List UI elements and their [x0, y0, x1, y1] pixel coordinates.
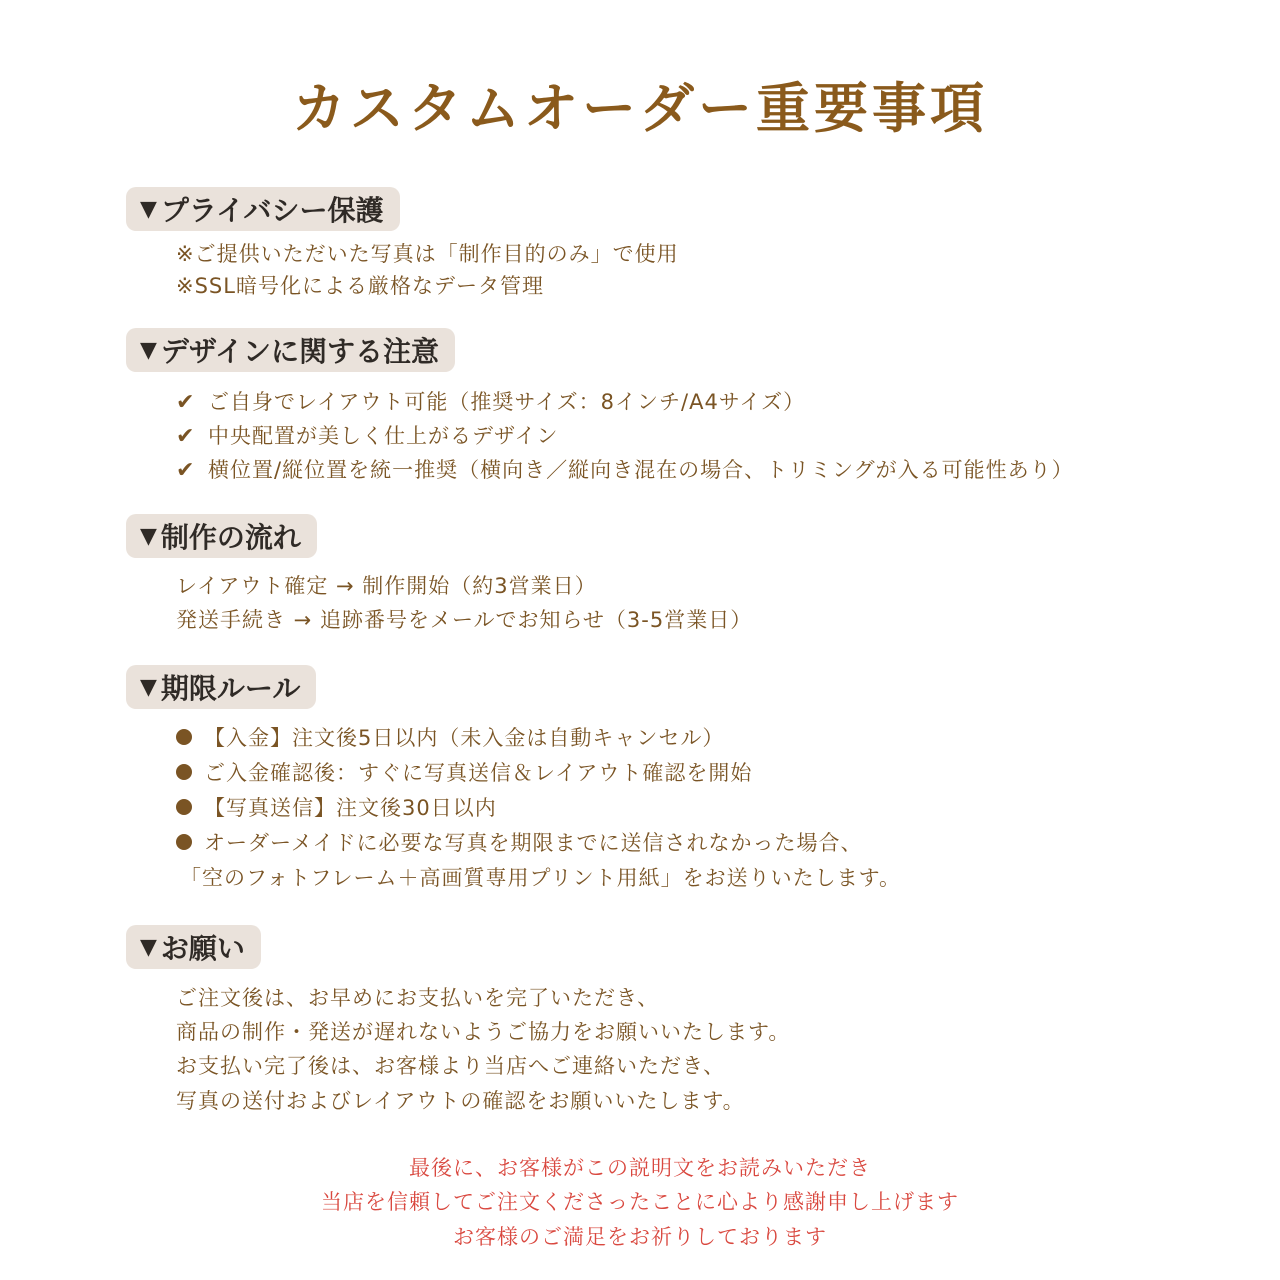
closing-line: お客様のご満足をお祈りしております	[453, 1225, 827, 1249]
section-header-label: 制作の流れ	[160, 521, 301, 554]
deadline-line-text: 【入金】注文後5日以内（未入金は自動キャンセル）	[204, 726, 725, 750]
request-line: お支払い完了後は、お客様より当店へご連絡いただき、	[176, 1054, 726, 1078]
design-line	[176, 454, 1074, 484]
deadline-line-text: ご入金確認後：すぐに写真送信＆レイアウト確認を開始	[204, 761, 753, 785]
design-line-text: 横位置/縦位置を統一推奨（横向き／縦向き混在の場合、トリミングが入る可能性あり）	[208, 458, 1074, 482]
section-header-label: 期限ルール	[160, 672, 301, 705]
flow-line: レイアウト確定 → 制作開始（約3営業日）	[176, 574, 597, 598]
triangle-down-icon: ▼	[140, 523, 157, 549]
request-line: 商品の制作・発送が遅れないようご協力をお願いいたします。	[176, 1020, 791, 1044]
deadline-line	[176, 757, 752, 787]
page-title: カスタムオーダー重要事項	[292, 77, 988, 140]
section-header-request	[126, 925, 261, 969]
request-line: ご注文後は、お早めにお支払いを完了いただき、	[176, 986, 660, 1010]
section-header-label: お願い	[160, 932, 245, 965]
design-line-text: ご自身でレイアウト可能（推奨サイズ：8インチ/A4サイズ）	[208, 390, 806, 414]
design-line	[176, 386, 805, 416]
bullet-dot-icon	[176, 764, 192, 780]
design-line	[176, 420, 559, 450]
triangle-down-icon: ▼	[140, 934, 157, 960]
section-header-flow	[126, 514, 317, 558]
flow-line: 発送手続き → 追跡番号をメールでお知らせ（3-5営業日）	[176, 608, 753, 632]
deadline-continuation: 「空のフォトフレーム＋高画質専用プリント用紙」をお送りいたします。	[180, 866, 901, 890]
section-header-privacy	[126, 187, 400, 231]
closing-line: 当店を信頼してご注文くださったことに心より感謝申し上げます	[321, 1190, 959, 1214]
triangle-down-icon: ▼	[140, 196, 157, 222]
bullet-dot-icon	[176, 834, 192, 850]
section-header-label: プライバシー保護	[160, 194, 384, 227]
check-icon: ✔	[176, 424, 196, 449]
triangle-down-icon: ▼	[140, 674, 157, 700]
design-line-text: 中央配置が美しく仕上がるデザイン	[208, 424, 559, 448]
triangle-down-icon: ▼	[140, 337, 157, 363]
request-line: 写真の送付およびレイアウトの確認をお願いいたします。	[176, 1089, 745, 1113]
bullet-dot-icon	[176, 799, 192, 815]
deadline-line	[176, 827, 863, 857]
deadline-line	[176, 722, 724, 752]
closing-line: 最後に、お客様がこの説明文をお読みいただき	[409, 1156, 871, 1180]
check-icon: ✔	[176, 458, 196, 483]
bullet-dot-icon	[176, 729, 192, 745]
section-header-deadline	[126, 665, 316, 709]
deadline-line	[176, 792, 497, 822]
section-header-label: デザインに関する注意	[160, 335, 439, 368]
check-icon: ✔	[176, 390, 196, 415]
deadline-line-text: オーダーメイドに必要な写真を期限までに送信されなかった場合、	[204, 831, 863, 855]
privacy-line: ※ご提供いただいた写真は「制作目的のみ」で使用	[176, 242, 679, 266]
section-header-design	[126, 328, 455, 372]
deadline-line-text: 【写真送信】注文後30日以内	[204, 796, 497, 820]
privacy-line: ※SSL暗号化による厳格なデータ管理	[176, 274, 544, 298]
